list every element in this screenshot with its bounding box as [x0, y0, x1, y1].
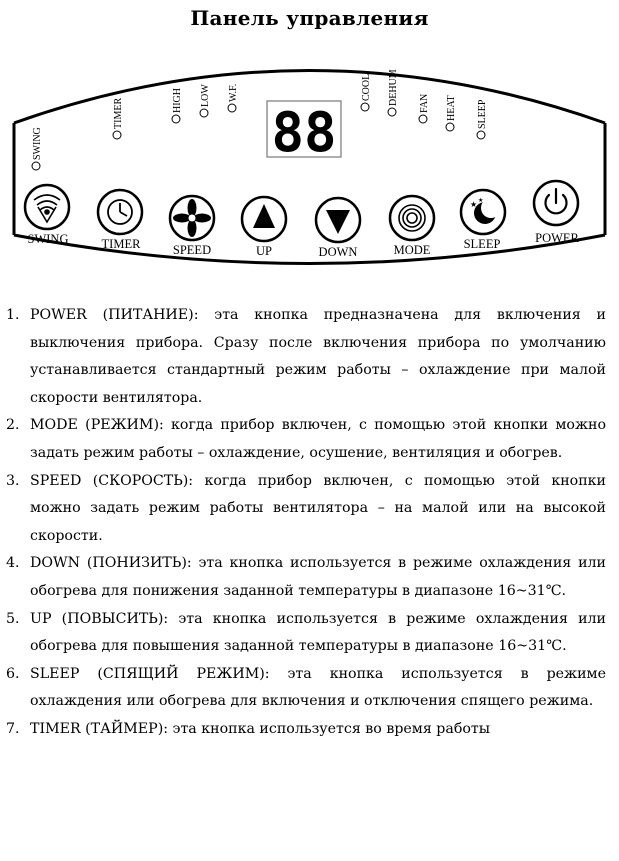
list-item	[6, 468, 606, 551]
item-number: 3.	[6, 472, 20, 489]
indicator-label: W.F.	[228, 83, 239, 102]
button-label: MODE	[393, 243, 431, 257]
timer-button[interactable]	[98, 190, 142, 251]
indicator-cool	[361, 74, 372, 111]
indicator-label: COOL	[361, 73, 372, 101]
item-text: UP (ПОВЫСИТЬ): эта кнопка используется в режиме охлаждения или обогрева для повышения заданной температуры в диапазоне 16~31℃.	[30, 610, 606, 655]
indicator-high	[172, 88, 183, 123]
power-button[interactable]	[534, 181, 580, 245]
indicator-label: SLEEP	[477, 99, 488, 129]
item-number: 5.	[6, 610, 20, 627]
indicator-low	[200, 84, 211, 117]
button-label: UP	[256, 244, 272, 258]
indicator-label: FAN	[419, 93, 430, 113]
button-label: SPEED	[172, 243, 212, 257]
display-digits: 88	[271, 101, 337, 164]
svg-text:★: ★	[470, 200, 478, 209]
item-text: DOWN (ПОНИЗИТЬ): эта кнопка используется в режиме охлаждения или обогрева для понижения заданной температуры в диапазоне 16~31℃.	[30, 555, 606, 599]
item-number: 4.	[6, 555, 20, 572]
item-number: 1.	[6, 307, 20, 323]
button-label: SWING	[27, 232, 69, 246]
item-number: 7.	[6, 720, 20, 737]
speed-button[interactable]	[170, 196, 214, 257]
item-text: SPEED (СКОРОСТЬ): когда прибор включен, с помощью этой кнопки можно задать режим работы вентилятора – на малой или на высокой скорости.	[30, 472, 606, 544]
indicator-timer	[113, 98, 124, 139]
button-label: SLEEP	[463, 237, 501, 251]
indicator-label: HEAT	[446, 95, 457, 121]
indicator-heat	[446, 95, 457, 131]
list-item	[6, 661, 606, 716]
digital-display	[267, 101, 341, 164]
indicator-sleep	[477, 99, 488, 139]
swing-button[interactable]	[25, 185, 69, 246]
item-number: 6.	[6, 665, 20, 682]
svg-text:★: ★	[478, 197, 484, 204]
indicator-label: LOW	[200, 84, 211, 107]
button-label: POWER	[535, 231, 579, 245]
sleep-button[interactable]	[461, 190, 505, 251]
indicator-swing	[32, 127, 43, 170]
item-text: MODE (РЕЖИМ): когда прибор включен, с помощью этой кнопки можно задать режим работы – охлаждение, осушение, вентиляция и обогрев.	[30, 417, 606, 461]
mode-button[interactable]	[390, 196, 434, 257]
indicator-wf	[228, 84, 239, 112]
button-label: DOWN	[318, 245, 358, 259]
indicator-fan	[419, 94, 430, 123]
item-number: 2.	[6, 417, 20, 434]
down-button[interactable]	[316, 198, 360, 259]
indicator-label: TIMER	[113, 97, 124, 129]
item-text: POWER (ПИТАНИЕ): эта кнопка предназначена для включения и выключения прибора. Сразу после включения прибора по умолчанию устанавливается стандартный режим работы – охлаждение при малой скорости вентилятора.	[30, 307, 606, 406]
instructions-list	[6, 302, 606, 744]
list-item	[6, 716, 606, 744]
indicator-label: SWING	[32, 127, 43, 160]
up-button[interactable]	[242, 197, 286, 258]
indicator-label: DEHUM	[388, 69, 399, 106]
list-item	[6, 550, 606, 605]
list-item	[6, 302, 606, 412]
list-item	[6, 412, 606, 467]
page-title: Панель управления	[190, 6, 429, 30]
indicator-dehum	[388, 69, 399, 116]
item-text: TIMER (ТАЙМЕР): эта кнопка используется во время работы	[30, 720, 491, 737]
list-item	[6, 606, 606, 661]
item-text: SLEEP (СПЯЩИЙ РЕЖИМ): эта кнопка используется в режиме охлаждения или обогрева для включения и отключения спящего режима.	[30, 665, 606, 710]
control-panel	[0, 0, 619, 300]
button-label: TIMER	[101, 237, 141, 251]
indicator-label: HIGH	[172, 88, 183, 113]
